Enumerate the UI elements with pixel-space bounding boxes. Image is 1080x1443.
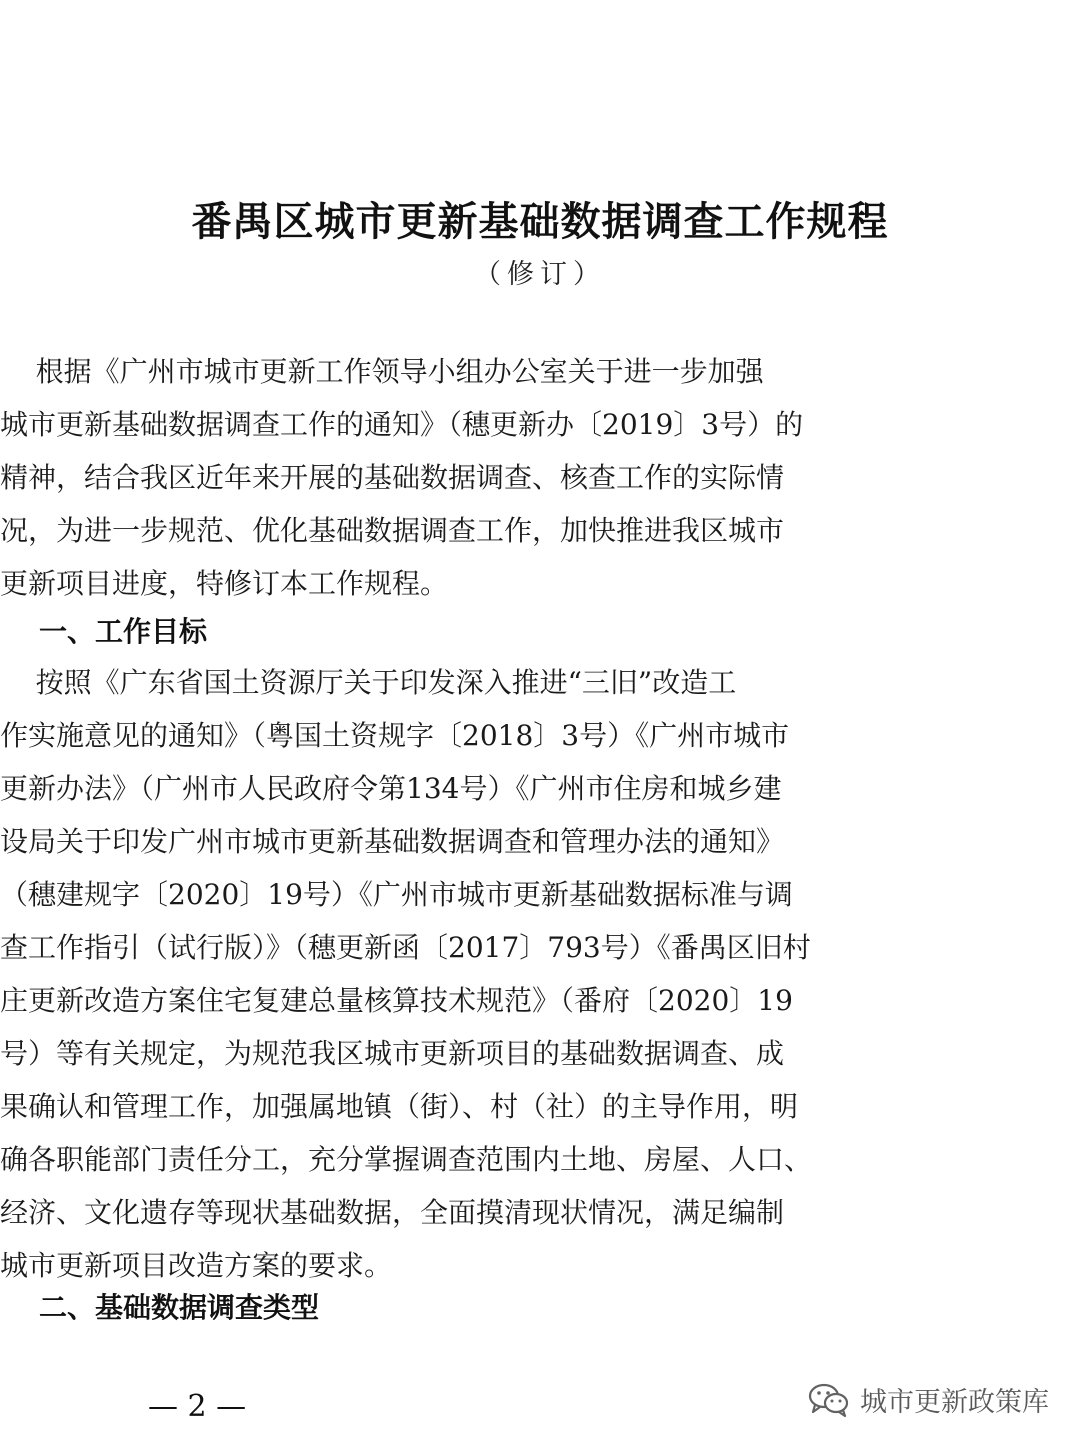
paragraph-line: 作实施意见的通知》（粤国土资规字〔2018〕3号）《广州市城市	[0, 719, 790, 752]
paragraph-line: 设局关于印发广州市城市更新基础数据调查和管理办法的通知》	[0, 825, 785, 858]
account-watermark	[808, 1380, 1049, 1419]
document-subtitle: （修订）	[474, 259, 606, 290]
watermark-text: 城市更新政策库	[860, 1387, 1049, 1418]
section-heading-2: 二、基础数据调查类型	[0, 1291, 319, 1324]
paragraph-line: 果确认和管理工作，加强属地镇（街）、村（社）的主导作用，明	[0, 1090, 799, 1123]
paragraph-line: 根据《广州市城市更新工作领导小组办公室关于进一步加强	[0, 355, 764, 388]
paragraph-line: 庄更新改造方案住宅复建总量核算技术规范》（番府〔2020〕19	[0, 984, 793, 1017]
paragraph-line: 经济、文化遗存等现状基础数据，全面摸清现状情况，满足编制	[0, 1196, 785, 1229]
paragraph-line: 更新办法》（广州市人民政府令第134号）《广州市住房和城乡建	[0, 772, 782, 805]
wechat-icon	[808, 1382, 850, 1418]
paragraph-line: 精神，结合我区近年来开展的基础数据调查、核查工作的实际情	[0, 461, 785, 494]
paragraph-line: 号）等有关规定，为规范我区城市更新项目的基础数据调查、成	[0, 1037, 785, 1070]
document-title: 番禺区城市更新基础数据调查工作规程	[191, 198, 889, 245]
section-heading-1: 一、工作目标	[0, 615, 207, 648]
paragraph-line: 按照《广东省国土资源厅关于印发深入推进“三旧”改造工	[0, 666, 737, 699]
paragraph-line: 更新项目进度，特修订本工作规程。	[0, 567, 449, 600]
paragraph-line: 确各职能部门责任分工，充分掌握调查范围内土地、房屋、人口、	[0, 1143, 813, 1176]
paragraph-line: 城市更新项目改造方案的要求。	[0, 1249, 393, 1282]
paragraph-line: 况，为进一步规范、优化基础数据调查工作，加快推进我区城市	[0, 514, 785, 547]
paragraph-line: 查工作指引（试行版）》（穗更新函〔2017〕793号）《番禺区旧村	[0, 931, 811, 964]
page-number: — 2 —	[148, 1389, 247, 1424]
paragraph-line: 城市更新基础数据调查工作的通知》（穗更新办〔2019〕3号）的	[0, 408, 804, 441]
paragraph-line: （穗建规字〔2020〕19号）《广州市城市更新基础数据标准与调	[0, 878, 793, 911]
